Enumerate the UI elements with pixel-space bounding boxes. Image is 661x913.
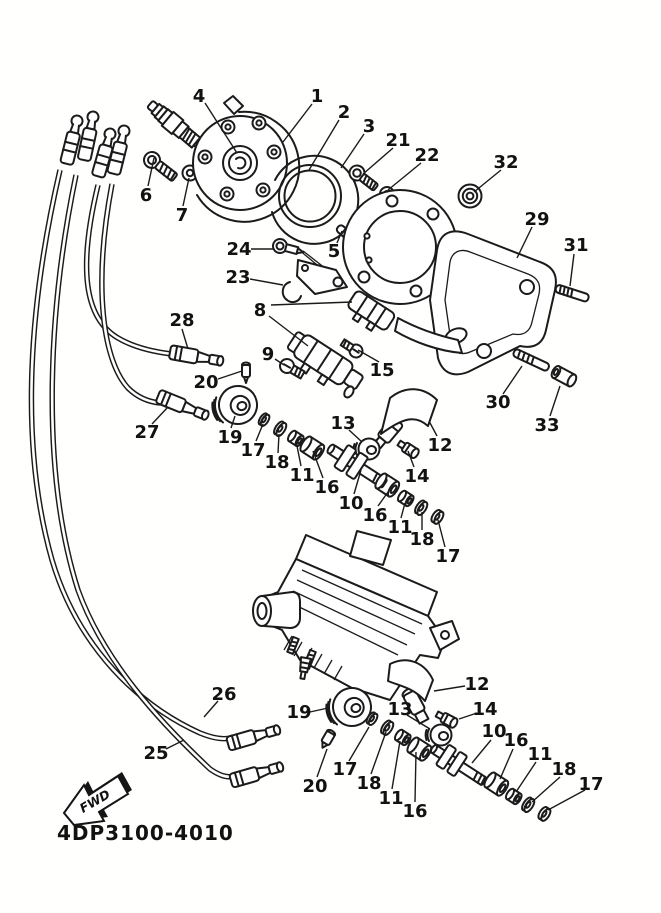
valve-shaft-10-lower	[426, 738, 491, 792]
callout-leader-line	[438, 520, 445, 547]
callout-leader-line	[283, 104, 312, 142]
callout-label: 33	[534, 415, 560, 436]
callout-leader-line	[218, 371, 242, 379]
callout-leader-line	[371, 732, 386, 774]
callout-label: 17	[240, 440, 266, 461]
fwd-label: FWD	[76, 786, 113, 816]
cable-adjuster-27	[155, 390, 210, 423]
part-code: 4DP3100-4010	[57, 821, 234, 845]
nut-17-lower-right	[537, 806, 553, 823]
callout-leader-line	[378, 492, 388, 506]
cylinder-gasket	[430, 231, 556, 374]
callout-label: 4	[192, 86, 206, 107]
callout-label: 16	[314, 477, 340, 498]
callout-leader-line	[363, 148, 393, 174]
callout-label: 13	[387, 699, 413, 720]
callout-leader-line	[341, 134, 364, 168]
callout-label: 2	[337, 102, 351, 123]
callout-leader-line	[429, 421, 437, 436]
callout-leader-line	[183, 178, 189, 206]
fwd-arrow	[64, 772, 132, 825]
callout-label: 18	[551, 759, 577, 780]
callout-leader-line	[256, 424, 263, 441]
callout-label: 26	[211, 684, 237, 705]
callout-label: 13	[330, 413, 356, 434]
callout-label: 25	[143, 743, 169, 764]
stud-bolt-30	[512, 348, 550, 371]
callout-label: 22	[414, 145, 440, 166]
callout-label: 21	[385, 130, 411, 151]
washer-18-lower-left	[379, 719, 395, 737]
callout-label: 18	[356, 773, 382, 794]
callout-label: 24	[226, 239, 252, 260]
callout-label: 18	[409, 529, 435, 550]
callout-leader-line	[570, 254, 574, 286]
callout-leader-line	[474, 170, 501, 192]
washer-17-upper-left	[257, 412, 271, 427]
callout-leader-line	[532, 777, 560, 802]
washer-18-upper	[413, 499, 429, 517]
callout-leader-line	[503, 366, 522, 394]
callout-label: 6	[139, 185, 153, 206]
callout-leader-line	[182, 329, 188, 349]
callout-label: 27	[134, 422, 160, 443]
callout-leader-line	[517, 227, 532, 258]
stud-bolt-31	[555, 284, 590, 302]
callout-label: 17	[578, 774, 604, 795]
callout-label: 20	[193, 372, 219, 393]
callout-label: 32	[493, 152, 519, 173]
valve-pin-14-upper	[396, 439, 420, 460]
callout-label: 17	[435, 546, 461, 567]
callout-label: 7	[175, 205, 189, 226]
callout-leader-line	[250, 279, 283, 285]
cable-bracket-23	[283, 260, 347, 302]
screw-20-upper	[242, 363, 250, 384]
callout-label: 18	[264, 452, 290, 473]
callout-label: 8	[253, 300, 267, 321]
callout-label: 15	[369, 360, 395, 381]
callout-leader-line	[309, 120, 339, 170]
callout-leader-line	[434, 686, 465, 691]
callout-label: 12	[427, 435, 453, 456]
callout-label: 14	[472, 699, 498, 720]
callout-label: 31	[563, 235, 589, 256]
cylinder-head-cover	[193, 96, 299, 222]
callout-leader-line	[415, 752, 416, 802]
cable-adjuster-28	[169, 345, 225, 368]
callout-label: 16	[362, 505, 388, 526]
callout-label: 10	[338, 493, 364, 514]
callout-leader-line	[392, 741, 400, 789]
callout-label: 11	[387, 517, 413, 538]
valve-knob-13-lower	[426, 725, 452, 746]
callout-leader-line	[271, 302, 352, 305]
callout-label: 30	[485, 392, 511, 413]
callout-label: 12	[464, 674, 490, 695]
collar-11-lower-right	[504, 787, 523, 805]
callout-leader-line	[310, 708, 328, 712]
washer-18-upper-left	[272, 420, 288, 438]
callout-leader-line	[388, 163, 421, 190]
collar-11-upper	[396, 489, 415, 507]
callout-label: 11	[527, 744, 553, 765]
callout-label: 3	[362, 116, 376, 137]
callout-label: 1	[310, 86, 324, 107]
bolt-21	[346, 162, 380, 193]
callout-leader-line	[278, 434, 279, 453]
collar-33	[550, 365, 578, 388]
callout-leader-line	[500, 749, 513, 779]
cable-adjuster-25	[229, 759, 285, 787]
callout-label: 10	[481, 721, 507, 742]
callout-leader-line	[472, 740, 491, 763]
bolt-6	[141, 149, 180, 184]
callout-leader-line	[317, 749, 327, 777]
callout-label: 14	[404, 466, 430, 487]
callout-label: 16	[402, 801, 428, 822]
callout-leader-line	[516, 762, 536, 792]
callout-label: 19	[217, 427, 243, 448]
washer-18-lower-right	[520, 796, 536, 814]
callout-label: 20	[302, 776, 328, 797]
callout-label: 11	[378, 788, 404, 809]
callout-leader-line	[349, 727, 369, 761]
nut-17-upper	[430, 509, 446, 526]
callout-leader-line	[269, 316, 308, 346]
callout-label: 19	[286, 702, 312, 723]
callout-label: 16	[503, 730, 529, 751]
callout-label: 23	[225, 267, 251, 288]
callout-leader-line	[401, 503, 405, 518]
callout-label: 5	[327, 241, 341, 262]
callout-leader-line	[550, 386, 560, 416]
screw-20-lower	[319, 729, 337, 750]
callout-label: 11	[289, 465, 315, 486]
callout-label: 29	[524, 209, 550, 230]
callout-label: 9	[261, 344, 275, 365]
cable-adjuster-26	[226, 722, 282, 750]
callout-label: 17	[332, 759, 358, 780]
callout-label: 28	[169, 310, 195, 331]
